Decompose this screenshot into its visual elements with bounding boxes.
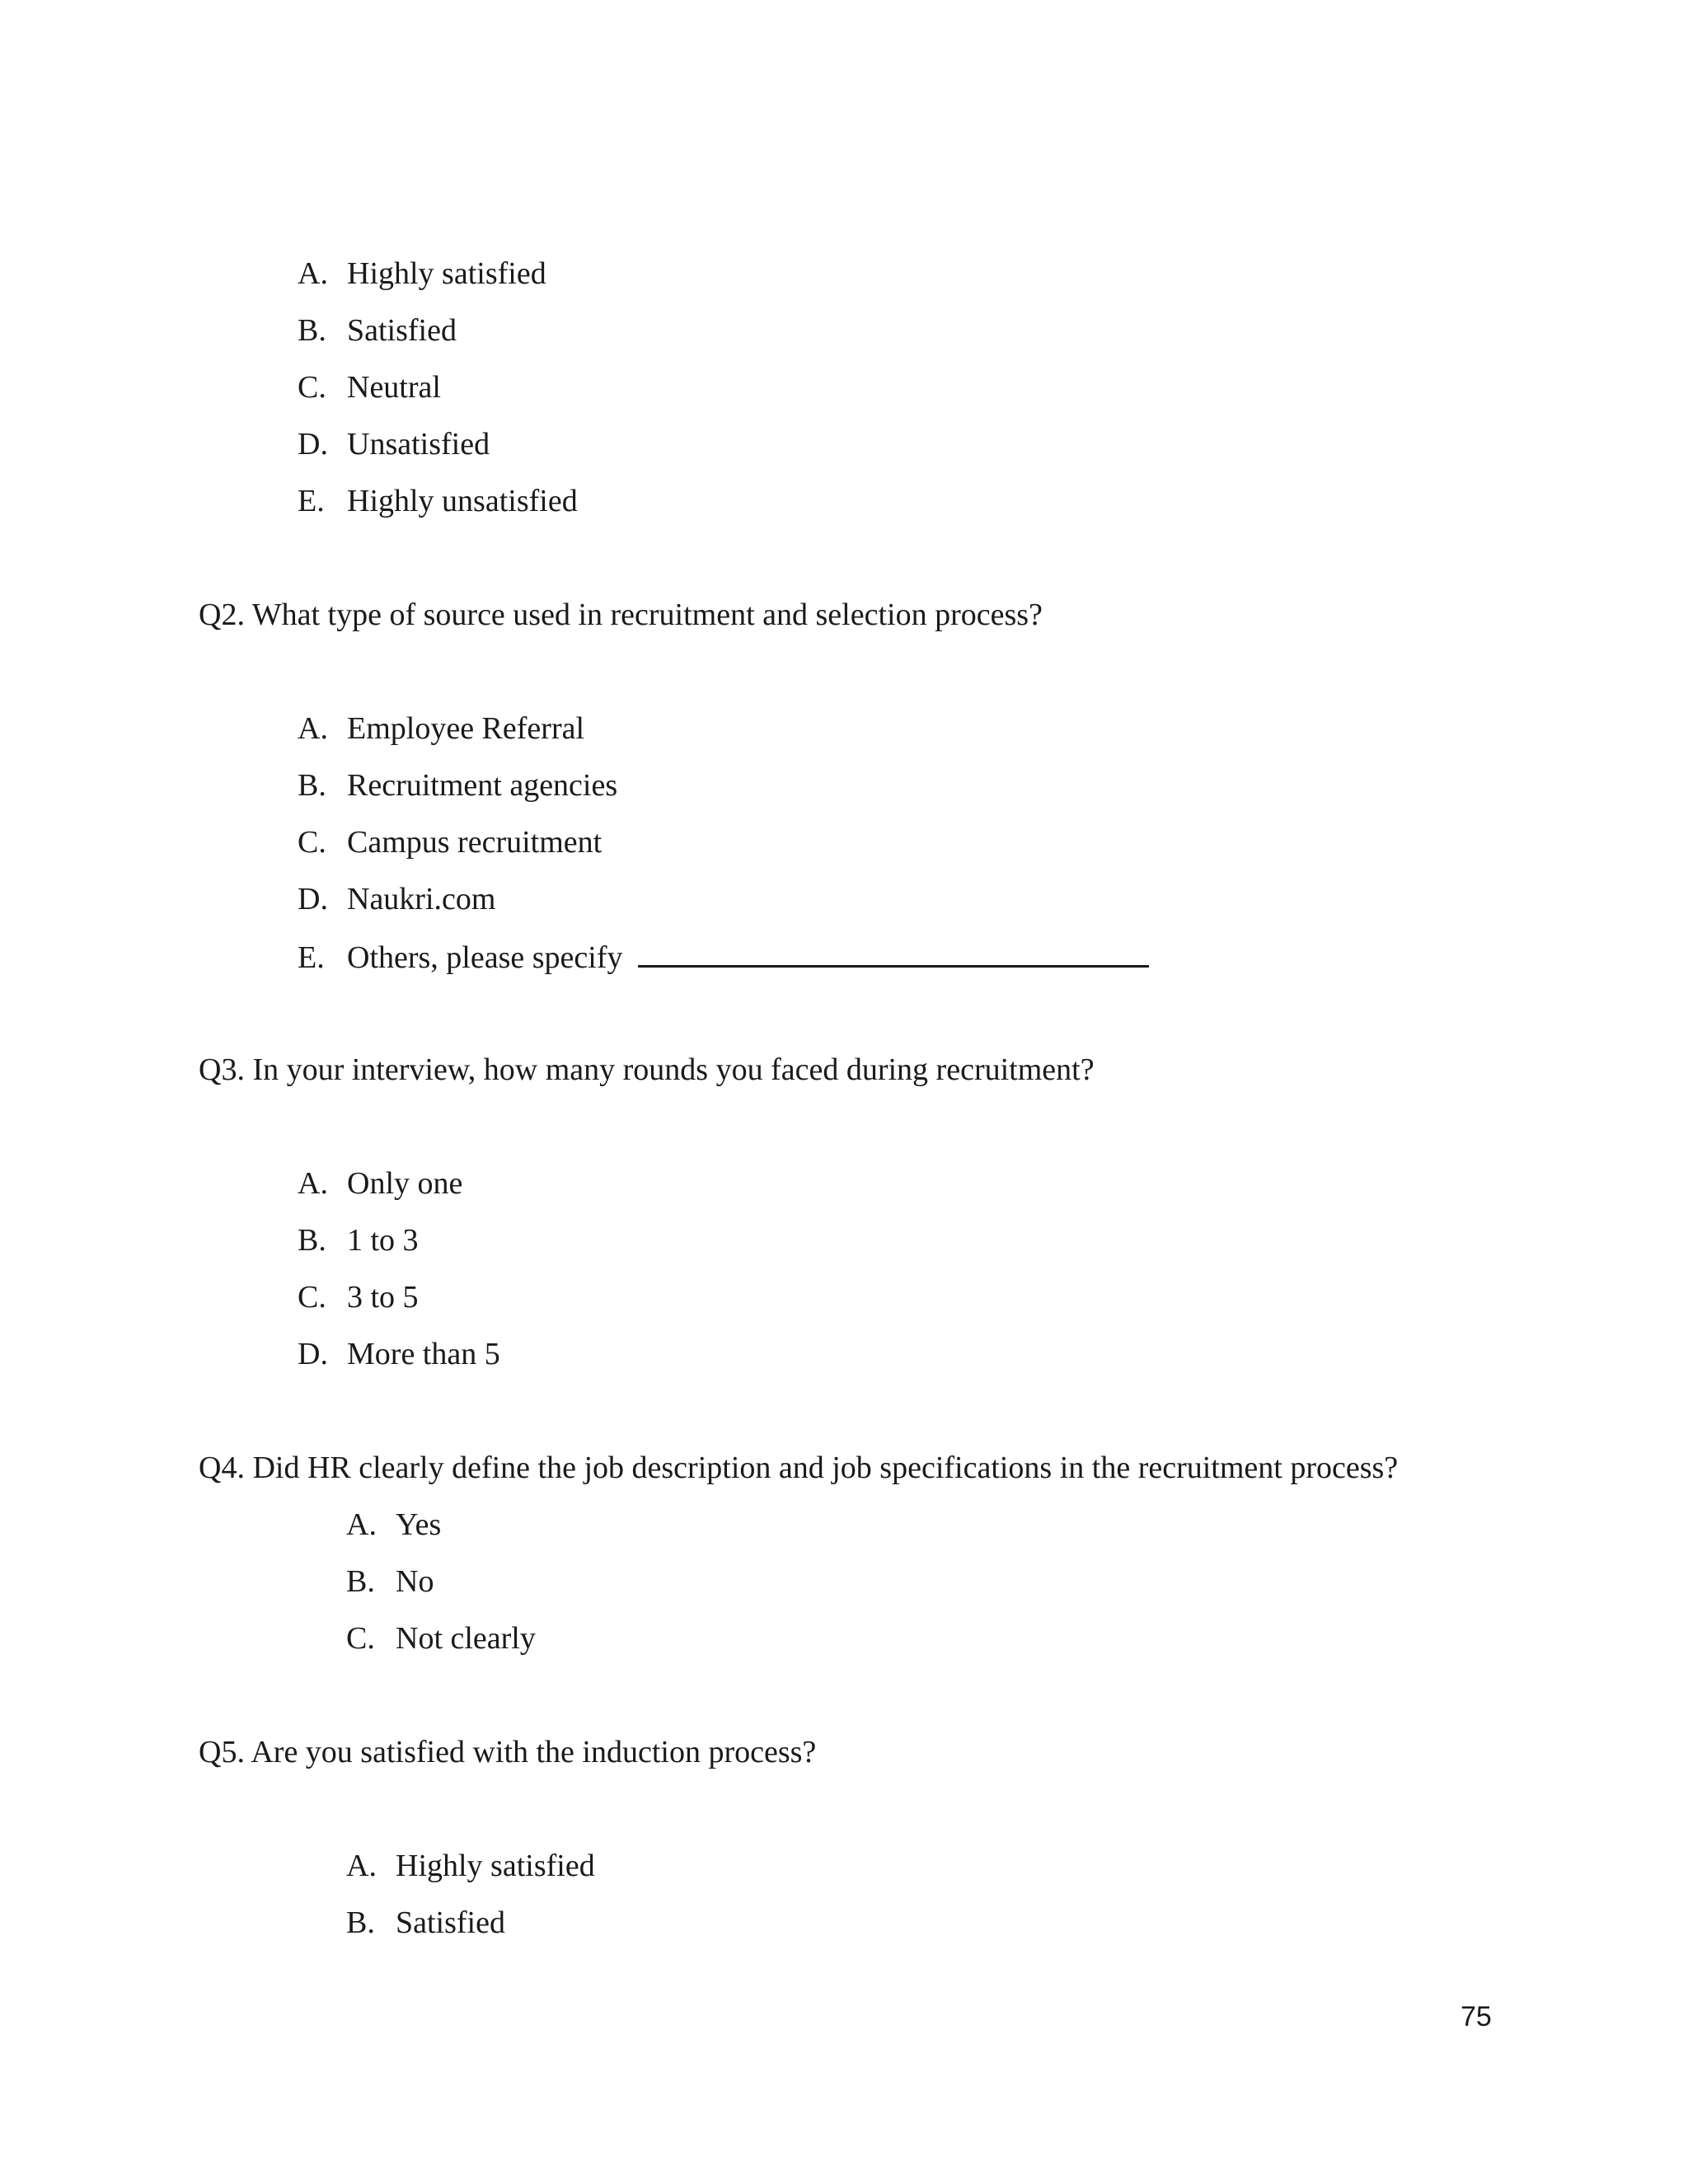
q1-option-d <box>298 425 490 463</box>
q5-option-b <box>346 1904 505 1942</box>
option-text: Others, please specify <box>347 940 623 975</box>
option-text: Highly satisfied <box>396 1849 595 1883</box>
option-letter: A. <box>298 711 328 746</box>
q3-option-d <box>298 1335 500 1373</box>
option-text: Only one <box>347 1166 463 1201</box>
q2-option-d <box>298 880 495 918</box>
option-letter: A. <box>346 1849 377 1883</box>
q4-option-b <box>346 1563 434 1601</box>
option-letter: B. <box>298 768 326 803</box>
q2-option-c <box>298 823 602 861</box>
q1-option-e <box>298 482 578 520</box>
option-text: Highly satisfied <box>347 256 546 291</box>
option-letter: D. <box>298 1337 328 1371</box>
q4-option-a <box>346 1506 441 1544</box>
question-3: Q3. In your interview, how many rounds you faced during recruitment? <box>199 1052 1095 1087</box>
option-letter: C. <box>346 1621 375 1656</box>
option-letter: D. <box>298 427 328 462</box>
option-text: Highly unsatisfied <box>347 484 578 518</box>
option-text: Campus recruitment <box>347 825 603 860</box>
option-letter: A. <box>298 256 328 291</box>
option-letter: B. <box>346 1564 375 1599</box>
option-letter: C. <box>298 825 326 860</box>
q3-option-a <box>298 1165 462 1202</box>
option-letter: C. <box>298 370 326 405</box>
option-text: Yes <box>396 1507 442 1542</box>
specify-blank-line[interactable] <box>638 937 1149 968</box>
q1-option-c <box>298 368 441 406</box>
option-letter: A. <box>346 1507 377 1542</box>
option-letter: E. <box>298 484 325 518</box>
option-text: Employee Referral <box>347 711 585 746</box>
q2-option-a <box>298 710 584 748</box>
option-text: Satisfied <box>396 1905 505 1940</box>
option-letter: A. <box>298 1166 328 1201</box>
option-text: More than 5 <box>347 1337 500 1371</box>
option-text: Naukri.com <box>347 882 496 916</box>
option-text: Satisfied <box>347 313 457 348</box>
q1-option-a <box>298 255 546 293</box>
question-4: Q4. Did HR clearly define the job description and job specifications in the recruitment process? <box>199 1451 1399 1485</box>
page-number: 75 <box>1461 2001 1492 2032</box>
option-letter: B. <box>298 313 326 348</box>
option-text: Recruitment agencies <box>347 768 618 803</box>
option-letter: D. <box>298 882 328 916</box>
option-text: Unsatisfied <box>347 427 490 462</box>
option-text: 1 to 3 <box>347 1223 419 1258</box>
q2-option-b <box>298 766 617 804</box>
option-letter: C. <box>298 1280 326 1315</box>
q3-option-b <box>298 1221 419 1259</box>
option-text: No <box>396 1564 434 1599</box>
q4-option-c <box>346 1619 536 1657</box>
option-letter: B. <box>346 1905 375 1940</box>
option-text: 3 to 5 <box>347 1280 419 1315</box>
question-2: Q2. What type of source used in recruitment and selection process? <box>199 598 1043 632</box>
question-5: Q5. Are you satisfied with the induction process? <box>199 1735 817 1769</box>
option-letter: B. <box>298 1223 326 1258</box>
q5-option-a <box>346 1847 595 1885</box>
q3-option-c <box>298 1278 419 1316</box>
option-letter: E. <box>298 940 325 975</box>
option-text: Not clearly <box>396 1621 536 1656</box>
option-text: Neutral <box>347 370 441 405</box>
q2-option-e <box>298 937 1149 977</box>
q1-option-b <box>298 312 457 349</box>
